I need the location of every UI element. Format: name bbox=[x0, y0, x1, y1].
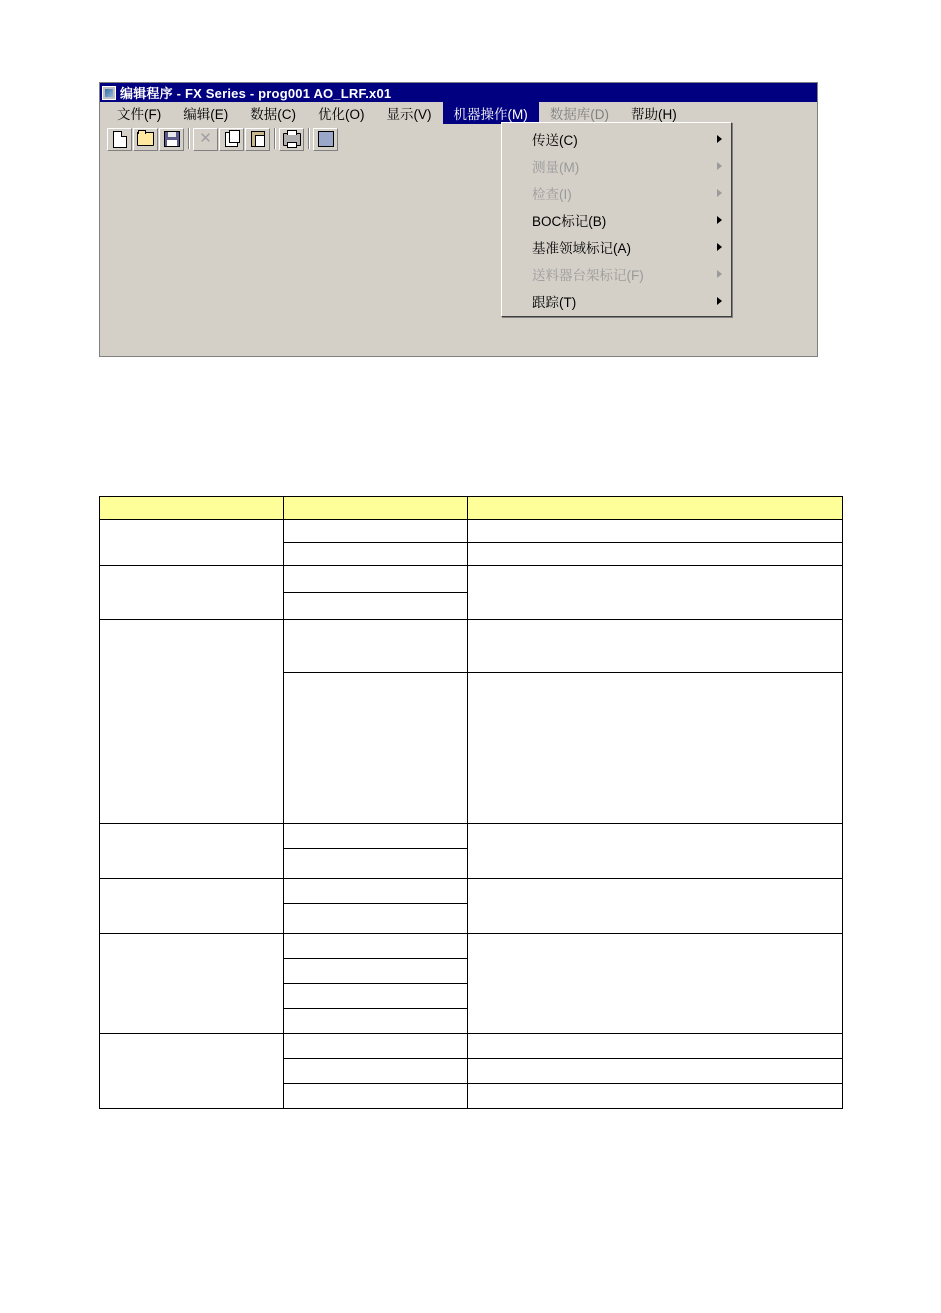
menu-machine-operation[interactable]: 机器操作(M) bbox=[443, 102, 539, 124]
row-subitem bbox=[284, 543, 468, 566]
row-value bbox=[468, 543, 843, 566]
menu-item-label: 测量(M) bbox=[532, 159, 580, 175]
row-subitem bbox=[284, 984, 468, 1009]
row-value bbox=[468, 620, 843, 673]
cut-scissors-icon: ✕ bbox=[199, 130, 212, 147]
table-row bbox=[100, 520, 843, 543]
menu-file[interactable]: 文件(F) bbox=[117, 107, 162, 122]
open-folder-icon bbox=[137, 132, 154, 146]
menu-data[interactable]: 数据(C) bbox=[250, 107, 296, 122]
program-editor-window bbox=[99, 82, 818, 357]
cut-button[interactable] bbox=[193, 128, 218, 151]
copy-icon bbox=[225, 132, 238, 147]
row-subitem bbox=[284, 1084, 468, 1109]
row-label bbox=[100, 879, 284, 934]
window-title: 编辑程序 - FX Series - prog001 AO_LRF.x01 bbox=[120, 86, 392, 101]
column-header-1 bbox=[100, 497, 284, 520]
paste-button[interactable] bbox=[245, 128, 270, 151]
program-editor-icon bbox=[102, 86, 116, 100]
table-row bbox=[100, 566, 843, 593]
row-label bbox=[100, 934, 284, 1034]
table-row bbox=[100, 620, 843, 673]
new-document-icon bbox=[113, 131, 127, 148]
menu-optimize[interactable]: 优化(O) bbox=[318, 107, 365, 122]
row-value bbox=[468, 824, 843, 879]
row-value bbox=[468, 934, 843, 1034]
row-subitem bbox=[284, 824, 468, 849]
menu-item-transfer[interactable] bbox=[502, 125, 731, 152]
row-subitem bbox=[284, 593, 468, 620]
row-label bbox=[100, 824, 284, 879]
row-subitem bbox=[284, 879, 468, 904]
menu-item-measure bbox=[502, 152, 731, 179]
menu-item-label: 基准领域标记(A) bbox=[532, 240, 631, 256]
row-subitem bbox=[284, 1059, 468, 1084]
menu-item-boc-mark[interactable] bbox=[502, 206, 731, 233]
paste-icon bbox=[251, 131, 265, 147]
row-subitem bbox=[284, 904, 468, 934]
toolbar-separator bbox=[185, 128, 193, 151]
row-subitem bbox=[284, 849, 468, 879]
chevron-right-icon bbox=[717, 297, 722, 305]
chevron-right-icon bbox=[717, 135, 722, 143]
row-value bbox=[468, 1034, 843, 1059]
table-header-row bbox=[100, 497, 843, 520]
menu-item-feeder-bench-mark bbox=[502, 260, 731, 287]
row-value bbox=[468, 673, 843, 824]
copy-button[interactable] bbox=[219, 128, 244, 151]
table-row bbox=[100, 1034, 843, 1059]
chevron-right-icon bbox=[717, 216, 722, 224]
row-label bbox=[100, 620, 284, 824]
chevron-right-icon bbox=[717, 243, 722, 251]
chevron-right-icon bbox=[717, 162, 722, 170]
column-header-3 bbox=[468, 497, 843, 520]
menu-help[interactable]: 帮助(H) bbox=[631, 107, 677, 122]
row-subitem bbox=[284, 566, 468, 593]
menu-item-label: 跟踪(T) bbox=[532, 294, 577, 310]
properties-icon bbox=[318, 131, 334, 147]
menu-item-reference-area-mark[interactable] bbox=[502, 233, 731, 260]
row-label bbox=[100, 520, 284, 566]
machine-operation-menu[interactable] bbox=[501, 122, 732, 317]
menu-item-label: 传送(C) bbox=[532, 132, 578, 148]
specification-table bbox=[99, 496, 843, 1109]
row-label bbox=[100, 566, 284, 620]
chevron-right-icon bbox=[717, 270, 722, 278]
row-subitem bbox=[284, 520, 468, 543]
properties-button[interactable] bbox=[313, 128, 338, 151]
floppy-disk-icon bbox=[164, 131, 180, 147]
row-subitem bbox=[284, 959, 468, 984]
print-button[interactable] bbox=[279, 128, 304, 151]
table-row bbox=[100, 824, 843, 849]
menu-item-trace[interactable] bbox=[502, 287, 731, 314]
column-header-2 bbox=[284, 497, 468, 520]
menu-database: 数据库(D) bbox=[549, 107, 609, 122]
menu-view[interactable]: 显示(V) bbox=[386, 107, 432, 122]
menu-item-label: 检查(I) bbox=[532, 186, 572, 202]
row-subitem bbox=[284, 934, 468, 959]
title-bar bbox=[100, 83, 817, 102]
toolbar-separator bbox=[305, 128, 313, 151]
row-label bbox=[100, 1034, 284, 1109]
save-file-button[interactable] bbox=[159, 128, 184, 151]
open-file-button[interactable] bbox=[133, 128, 158, 151]
row-value bbox=[468, 520, 843, 543]
row-value bbox=[468, 1084, 843, 1109]
menu-item-inspect bbox=[502, 179, 731, 206]
row-value bbox=[468, 879, 843, 934]
row-value bbox=[468, 566, 843, 620]
row-subitem bbox=[284, 1034, 468, 1059]
toolbar-separator bbox=[271, 128, 279, 151]
chevron-right-icon bbox=[717, 189, 722, 197]
row-value bbox=[468, 1059, 843, 1084]
menu-item-label: 送料器台架标记(F) bbox=[532, 267, 644, 283]
row-subitem bbox=[284, 620, 468, 673]
printer-icon bbox=[283, 133, 301, 146]
new-file-button[interactable] bbox=[107, 128, 132, 151]
table-row bbox=[100, 879, 843, 904]
menu-edit[interactable]: 编辑(E) bbox=[183, 107, 229, 122]
menu-item-label: BOC标记(B) bbox=[532, 213, 607, 229]
menu-bar[interactable] bbox=[100, 102, 817, 124]
table-row bbox=[100, 934, 843, 959]
row-subitem bbox=[284, 673, 468, 824]
row-subitem bbox=[284, 1009, 468, 1034]
